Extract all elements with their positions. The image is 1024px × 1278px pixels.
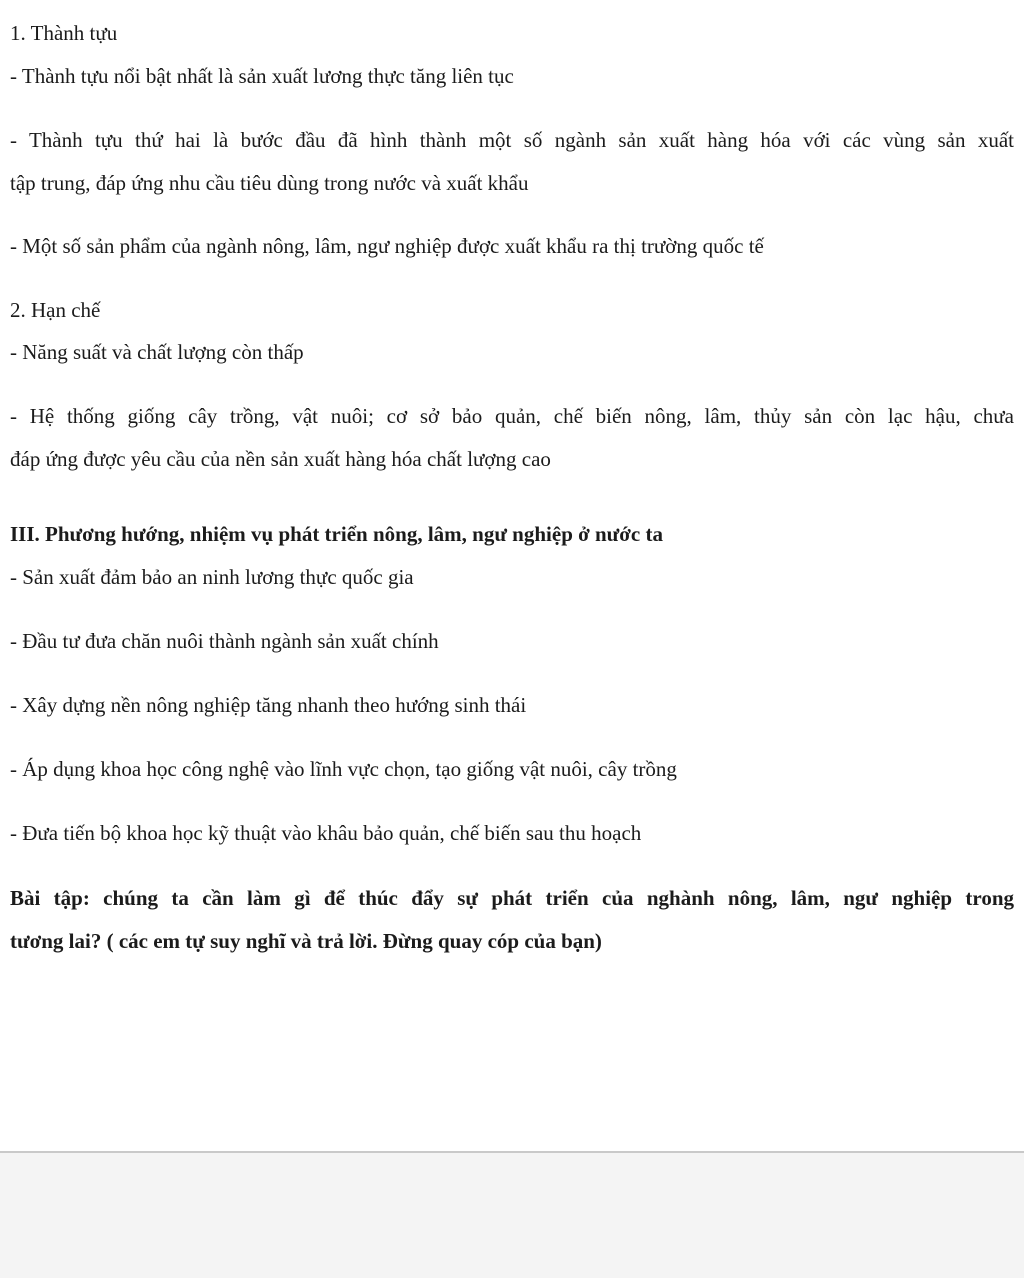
text-line: đáp ứng được yêu cầu của nền sản xuất hàng hóa chất lượng cao [10,447,551,471]
text-line: - Đầu tư đưa chăn nuôi thành ngành sản xuất chính [10,629,439,653]
text-line: - Thành tựu nổi bật nhất là sản xuất lương thực tăng liên tục [10,64,514,88]
text-line: - Xây dựng nền nông nghiệp tăng nhanh theo hướng sinh thái [10,693,527,717]
section-heading-direction: III. Phương hướng, nhiệm vụ phát triển nông, lâm, ngư nghiệp ở nước ta [10,522,663,546]
text-line: - Áp dụng khoa học công nghệ vào lĩnh vực chọn, tạo giống vật nuôi, cây trồng [10,757,677,781]
text-line: - Đưa tiến bộ khoa học kỹ thuật vào khâu bảo quản, chế biến sau thu hoạch [10,821,642,845]
blank-footer-area [0,1153,1024,1278]
exercise-question-line: tương lai? ( các em tự suy nghĩ và trả lời. Đừng quay cóp của bạn) [10,929,602,953]
text-line: - Sản xuất đảm bảo an ninh lương thực quốc gia [10,565,414,589]
text-line: tập trung, đáp ứng nhu cầu tiêu dùng trong nước và xuất khẩu [10,171,529,195]
section-heading-achievements: 1. Thành tựu [10,21,118,45]
text-line: - Thành tựu thứ hai là bước đầu đã hình thành một số ngành sản xuất hàng hóa với các vùng sản xuất [10,128,1014,152]
section-heading-limitations: 2. Hạn chế [10,298,101,322]
text-line: - Hệ thống giống cây trồng, vật nuôi; cơ sở bảo quản, chế biến nông, lâm, thủy sản còn lạc hậu, chưa [10,404,1014,428]
exercise-question-line: Bài tập: chúng ta cần làm gì để thúc đẩy sự phát triển của nghành nông, lâm, ngư nghiệp trong [10,886,1014,910]
text-line: - Năng suất và chất lượng còn thấp [10,340,304,364]
text-line: - Một số sản phẩm của ngành nông, lâm, ngư nghiệp được xuất khẩu ra thị trường quốc tế [10,234,764,258]
